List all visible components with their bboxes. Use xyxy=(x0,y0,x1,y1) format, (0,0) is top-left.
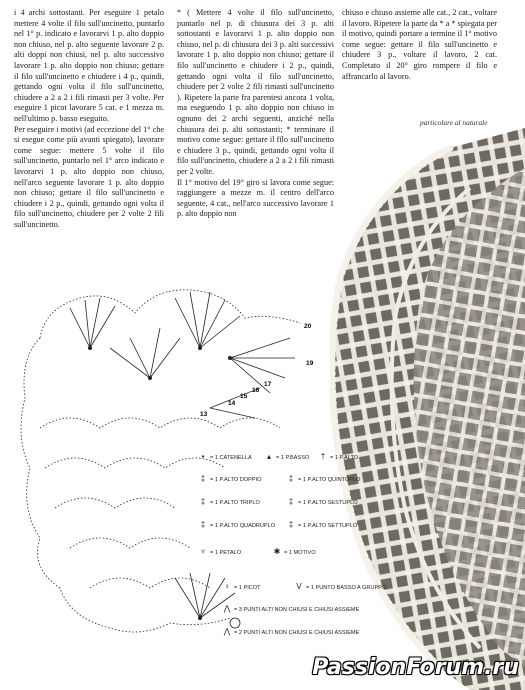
two-tr-together-icon: ⋀ xyxy=(223,627,231,636)
paragraph: * ( Mettere 4 volte il filo sull'uncinetto, puntarlo nel p. di chiusura dei 3 p. alti sottostanti e lavorarvi 1 p. alto doppio non chiuso, nel p. di chiusura dei 3 p. alti successivi lavorare 1 p. alto doppio non chiuso; gettare il filo sull'uncinetto e chiudere i 2 p., quindi, gettando ogni volta il filo sull'uncinetto, chiudere per 2 volte 2 fili rimasti sull'uncinetto ). Ripetere la parte fra parentesi ancora 1 volta, ma eseguendo 1 p. alto doppio non chiuso in ognuno dei 2 archi seguenti, anziché nella chiusura dei p. alti sottostanti; * terminare il motivo come segue: gettare il filo sull'uncinetto e chiudere 3 p., quindi, gettando ogni volta il filo sull'uncinetto, chiudere a 2 a 2 i fili rimasti per 2 volte. xyxy=(177,8,334,176)
legend-item: ✱ = 1 MOTIVO xyxy=(270,547,316,556)
triple-treble-icon: ‡ xyxy=(200,497,206,506)
row-label-17: 17 xyxy=(264,381,272,388)
quintuple-treble-icon: ‡ xyxy=(288,474,294,483)
paragraph: Per eseguire i motivi (ad eccezione del 1° che si esegue come più avanti spiegato), lavorare come segue: mettere 5 volte il filo sull'uncinetto, puntarlo nel 1° arco indicato e lavorarvi 1 p. alto doppio non chiuso, nell'arco seguente lavorare 1 p. alto doppio non chiuso; gettare il filo sull'uncinetto e chiudere i 2 p., quindi, gettando ogni volta il filo sull'uncinetto, chiudere per 2 volte 2 fili sull'uncinetto. xyxy=(14,124,164,229)
legend-item: † = 1 P.ALTO xyxy=(316,452,358,461)
single-crochet-icon: ▴ xyxy=(266,452,271,461)
legend-item: ♆ = 1 PETALO xyxy=(196,547,241,556)
legend-item: ‡ = 1 P.ALTO TRIPLO xyxy=(196,497,260,506)
paragraph: i 4 archi sottostanti. Per eseguire 1 petalo mettere 4 volte il filo sull'uncinetto, puntarlo nel 1° p. indicato e lavorarvi 1 p. alto doppio non chiuso, nel p. alto seguente lavorare 2 p. alti doppi non chiusi, nel p. alto successivo lavorare 1 p. alto doppio non chiuso; gettare il filo sull'uncinetto e chiudere i 4 p., quindi, gettando ogni volta il filo sull'uncinetto, chiudere a 2 a 2 i fili rimasti per 3 volte. Per eseguire 1 picot lavorare 5 cat. e 1 mezza m. nell'ultimo p. basso eseguito. xyxy=(14,8,164,123)
row-label-19: 19 xyxy=(306,360,314,367)
sextuple-treble-icon: ‡ xyxy=(288,497,294,506)
legend-item: ⋀ = 2 PUNTI ALTI NON CHIUSI E CHIUSI ASSIEME xyxy=(220,627,359,636)
double-crochet-icon: † xyxy=(320,452,326,461)
instructions-column-3 xyxy=(342,8,497,82)
photo-caption: particolare al naturale xyxy=(420,118,488,127)
paragraph: chiuso e chiuso assieme alle cat., 2 cat., voltare il lavoro. Ripetere la parte da * a * spiegata per il motivo, quindi portare a termine il 1° motivo come segue: gettare il filo sull'uncinetto e chiudere 3 p., voltare il lavoro, 2 cat. Completato il 20° giro rompere il filo e affrancarlo al lavoro. xyxy=(342,8,497,81)
chain-icon: • xyxy=(201,452,205,461)
cluster-single-crochet-icon: V xyxy=(296,582,302,591)
motif-icon: ✱ xyxy=(273,547,281,556)
treble-icon: ‡ xyxy=(200,474,206,483)
legend-item: V = 1 PUNTO BASSO A GRUPPO xyxy=(292,582,386,591)
quadruple-treble-icon: ‡ xyxy=(200,520,206,529)
legend-item: • = 1 CATENELLA xyxy=(196,452,252,461)
petal-icon: ♆ xyxy=(200,547,206,556)
instructions-column-2 xyxy=(177,8,334,220)
row-label-14: 14 xyxy=(228,400,236,407)
row-label-16: 16 xyxy=(252,387,260,394)
watermark: PassionForum.ru xyxy=(312,655,519,680)
row-label-20: 20 xyxy=(304,323,312,330)
instructions-column-1 xyxy=(14,8,164,230)
legend-item: ‡ = 1 P.ALTO QUINTUPLO xyxy=(284,474,360,483)
picot-icon: ♀ xyxy=(224,582,230,591)
legend-item: ⋀ = 3 PUNTI ALTI NON CHIUSI E CHIUSI ASSIEME xyxy=(220,604,359,613)
legend-item: ♀ = 1 PICOT xyxy=(220,582,261,591)
legend-item: ‡ = 1 P.ALTO SETTUPLO xyxy=(284,520,357,529)
legend-item: ‡ = 1 P.ALTO DOPPIO xyxy=(196,474,261,483)
row-label-13: 13 xyxy=(200,411,208,418)
legend-item: ▴ = 1 P.BASSO xyxy=(262,452,309,461)
septuple-treble-icon: ‡ xyxy=(288,520,294,529)
legend-item: ‡ = 1 P.ALTO SESTUPLO xyxy=(284,497,358,506)
three-tr-together-icon: ⋀ xyxy=(223,604,231,613)
paragraph: Il 1° motivo del 19° giro si lavora come segue: raggiungere a mezze m. il centro dell'arco seguente, 4 cat., nell'arco successivo lavorare 1 p. alto doppio non xyxy=(177,177,334,219)
row-label-15: 15 xyxy=(240,393,248,400)
legend-item: ‡ = 1 P.ALTO QUADRUPLO xyxy=(196,520,275,529)
